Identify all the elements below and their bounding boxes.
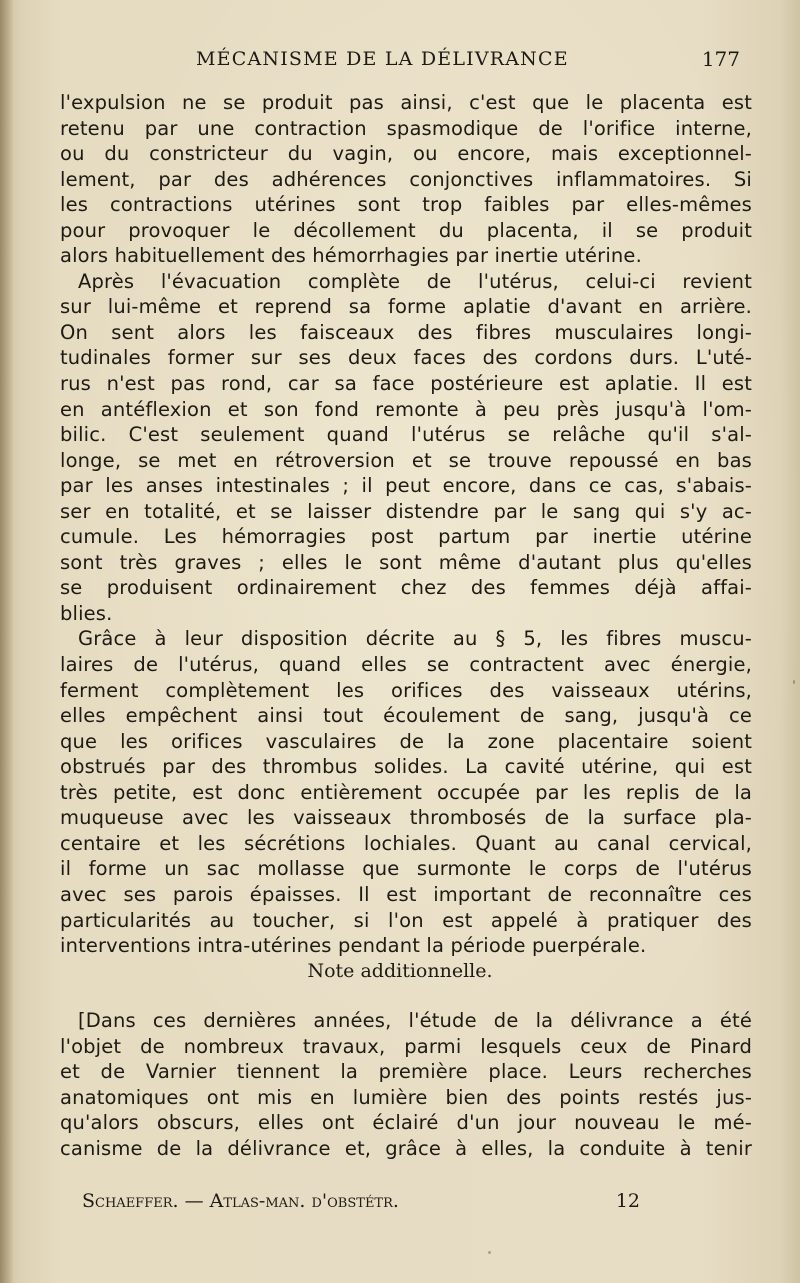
text-line: ou du constricteur du vagin, ou encore, mais exceptionnel- [60,142,752,166]
text-line: obstrués par des thrombus solides. La cavité utérine, qui est [60,755,752,779]
text-line: en antéflexion et son fond remonte à peu près jusqu'à l'om- [60,397,752,421]
text-line: les contractions utérines sont trop faibles par elles-mêmes [60,193,752,217]
text-line: Grâce à leur disposition décrite au § 5, les fibres muscu- [78,627,752,651]
text-line: que les orifices vasculaires de la zone placentaire soient [60,729,752,753]
main-text [60,90,752,959]
text-line: alors habituellement des hémorrhagies par inertie utérine. [60,244,642,268]
text-line: elles empêchent ainsi tout écoulement de sang, jusqu'à ce [60,704,752,728]
paper-speck [300,946,302,948]
text-line: lement, par des adhérences conjonctives inflammatoires. Si [60,167,752,191]
text-line: l'expulsion ne se produit pas ainsi, c'est que le placenta est [60,91,752,114]
text-line: centaire et les sécrétions lochiales. Quant au canal cervical, [60,831,752,855]
text-line: particularités au toucher, si l'on est appelé à pratiquer des [60,908,752,932]
text-line: par les anses intestinales ; il peut encore, dans ce cas, s'abais- [60,474,752,498]
note-line: et de Varnier tiennent la première place. Leurs recherches [60,1060,752,1084]
signature-number: 12 [615,1190,640,1212]
text-line: longe, se met en rétroversion et se trouve repoussé en bas [60,448,752,472]
text-line: retenu par une contraction spasmodique de l'orifice interne, [60,116,752,140]
text-line: laires de l'utérus, quand elles se contractent avec énergie, [60,653,752,677]
text-line: On sent alors les faisceaux des fibres musculaires longi- [60,320,752,344]
text-line: pour provoquer le décollement du placenta, il se produit [60,218,752,242]
text-line: blies. [60,601,113,625]
footer [60,1188,640,1214]
text-line: muqueuse avec les vaisseaux thrombosés de la surface pla- [60,806,752,830]
note-line: canisme de la délivrance et, grâce à elles, la conduite à tenir [60,1136,752,1160]
text-line: très petite, est donc entièrement occupée par les replis de la [60,780,752,804]
paper-speck [488,1251,491,1254]
note-line: anatomiques ont mis en lumière bien des points restés jus- [60,1085,752,1109]
text-line: ferment complètement les orifices des vaisseaux utérins, [60,678,752,702]
note-line: l'objet de nombreux travaux, parmi lesquels ceux de Pinard [60,1034,752,1058]
note-text [60,1008,752,1161]
text-line: avec ses parois épaisses. Il est important de reconnaître ces [60,882,752,906]
text-line: interventions intra-utérines pendant la période puerpérale. [60,934,647,958]
note-line: qu'alors obscurs, elles ont éclairé d'un jour nouveau le mé- [60,1111,752,1135]
text-line: Après l'évacuation complète de l'utérus, celui-ci revient [78,269,752,293]
binding-shadow [0,0,14,1283]
text-line: bilic. C'est seulement quand l'utérus se relâche qu'il s'al- [60,423,752,447]
text-line: se produisent ordinairement chez des femmes déjà affai- [60,576,752,600]
footer-author-work: Schaeffer. — Atlas-man. d'obstétr. [82,1190,399,1212]
text-line: sur lui-même et reprend sa forme aplatie d'avant en arrière. [60,295,752,319]
text-line: cumule. Les hémorragies post partum par inertie utérine [60,525,752,549]
running-title: MÉCANISME DE LA DÉLIVRANCE [196,48,569,70]
text-line: ser en totalité, et se laisser distendre par le sang qui s'y ac- [60,499,752,523]
note-line: [Dans ces dernières années, l'étude de la délivrance a été [78,1009,752,1032]
running-head [60,46,740,72]
text-line: tudinales former sur ses deux faces des cordons durs. L'uté- [60,346,752,370]
note-heading: Note additionnelle. [307,960,493,982]
page-number: 177 [701,47,740,71]
paper-speck [793,680,795,684]
text-line: il forme un sac mollasse que surmonte le corps de l'utérus [60,857,752,881]
text-line: sont très graves ; elles le sont même d'autant plus qu'elles [60,550,752,574]
text-line: rus n'est pas rond, car sa face postérieure est aplatie. Il est [60,372,752,396]
